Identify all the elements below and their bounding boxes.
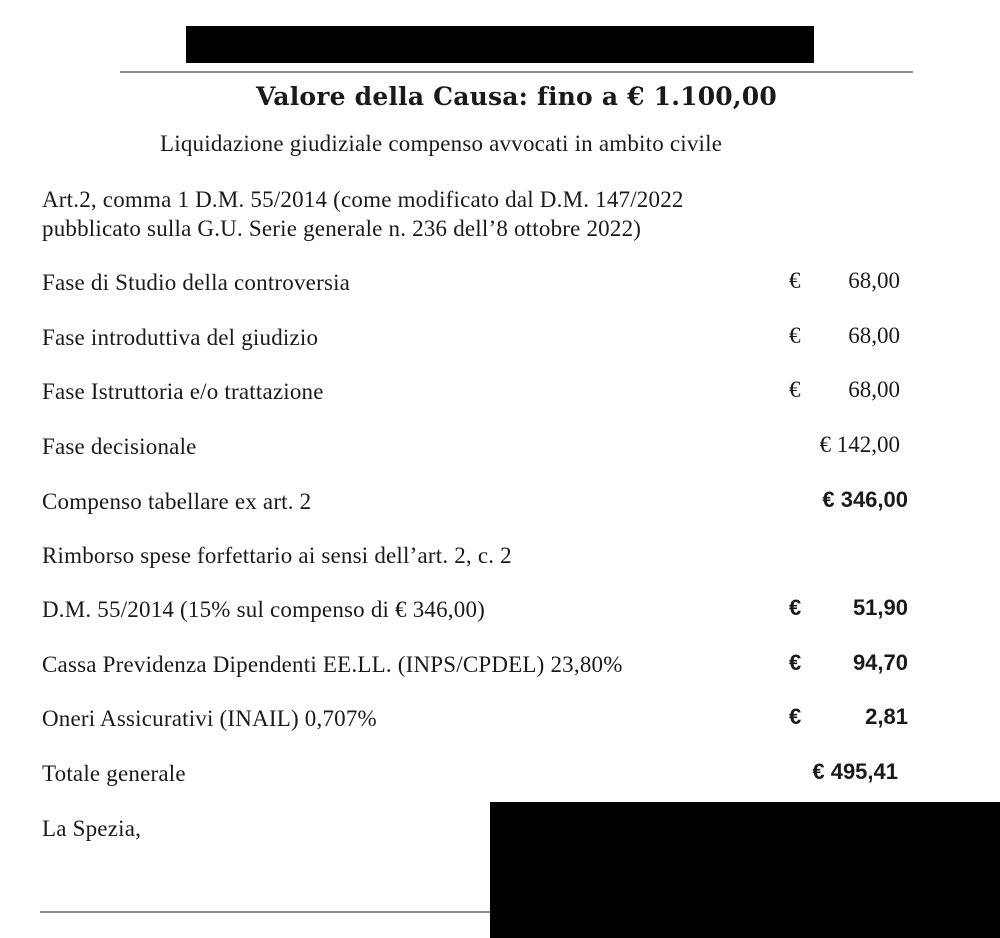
fee-label-decisionale: Fase decisionale [42, 434, 197, 459]
rimborso-label-line-2: D.M. 55/2014 (15% sul compenso di € 346,00) [42, 597, 486, 622]
totale-label: Totale generale [42, 761, 186, 786]
compenso-label: Compenso tabellare ex art. 2 [42, 489, 312, 514]
fee-amount-introduttiva [789, 323, 900, 353]
document-subtitle: Liquidazione giudiziale compenso avvocati in ambito civile [160, 131, 723, 156]
amount-value: 68,00 [848, 268, 900, 293]
redacted-header-block [186, 26, 814, 63]
currency-symbol: € [819, 432, 831, 457]
amount-value: 68,00 [848, 323, 900, 348]
fee-amount-studio [789, 268, 900, 298]
redacted-signature-block [490, 802, 1000, 938]
fee-amount-decisionale [789, 432, 900, 462]
currency-symbol: € [822, 487, 835, 512]
fee-amount-istruttoria [789, 377, 900, 407]
amount-value: 495,41 [830, 759, 898, 784]
amount-value: 2,81 [865, 704, 908, 729]
rimborso-amount [789, 595, 908, 625]
currency-symbol: € [789, 323, 801, 348]
currency-symbol: € [789, 377, 801, 402]
totale-amount [776, 759, 898, 789]
top-rule [120, 71, 913, 73]
signature-rule [40, 911, 492, 913]
rimborso-label-line-1: Rimborso spese forfettario ai sensi dell’art. 2, c. 2 [42, 543, 512, 568]
cassa-label: Cassa Previdenza Dipendenti EE.LL. (INPS/CPDEL) 23,80% [42, 652, 623, 677]
cassa-amount [789, 650, 908, 680]
fee-label-studio: Fase di Studio della controversia [42, 270, 351, 295]
oneri-amount [789, 704, 908, 734]
amount-value: 346,00 [840, 487, 908, 512]
document-title: Valore della Causa: fino a € 1.100,00 [256, 82, 777, 111]
fee-label-istruttoria: Fase Istruttoria e/o trattazione [42, 379, 324, 404]
fee-label-introduttiva: Fase introduttiva del giudizio [42, 325, 319, 350]
legal-reference-line-1: Art.2, comma 1 D.M. 55/2014 (come modificato dal D.M. 147/2022 [42, 187, 684, 212]
currency-symbol: € [789, 650, 802, 675]
amount-value: 51,90 [852, 595, 908, 620]
place-line: La Spezia, [42, 816, 142, 841]
oneri-label: Oneri Assicurativi (INAIL) 0,707% [42, 706, 377, 731]
legal-reference-line-2: pubblicato sulla G.U. Serie generale n. 236 dell’8 ottobre 2022) [42, 216, 642, 241]
amount-value: 68,00 [848, 377, 900, 402]
amount-value: 142,00 [836, 432, 900, 457]
compenso-amount [785, 487, 908, 517]
currency-symbol: € [789, 268, 801, 293]
amount-value: 94,70 [852, 650, 908, 675]
currency-symbol: € [812, 759, 825, 784]
currency-symbol: € [789, 595, 802, 620]
currency-symbol: € [789, 704, 802, 729]
legal-reference [42, 185, 684, 243]
